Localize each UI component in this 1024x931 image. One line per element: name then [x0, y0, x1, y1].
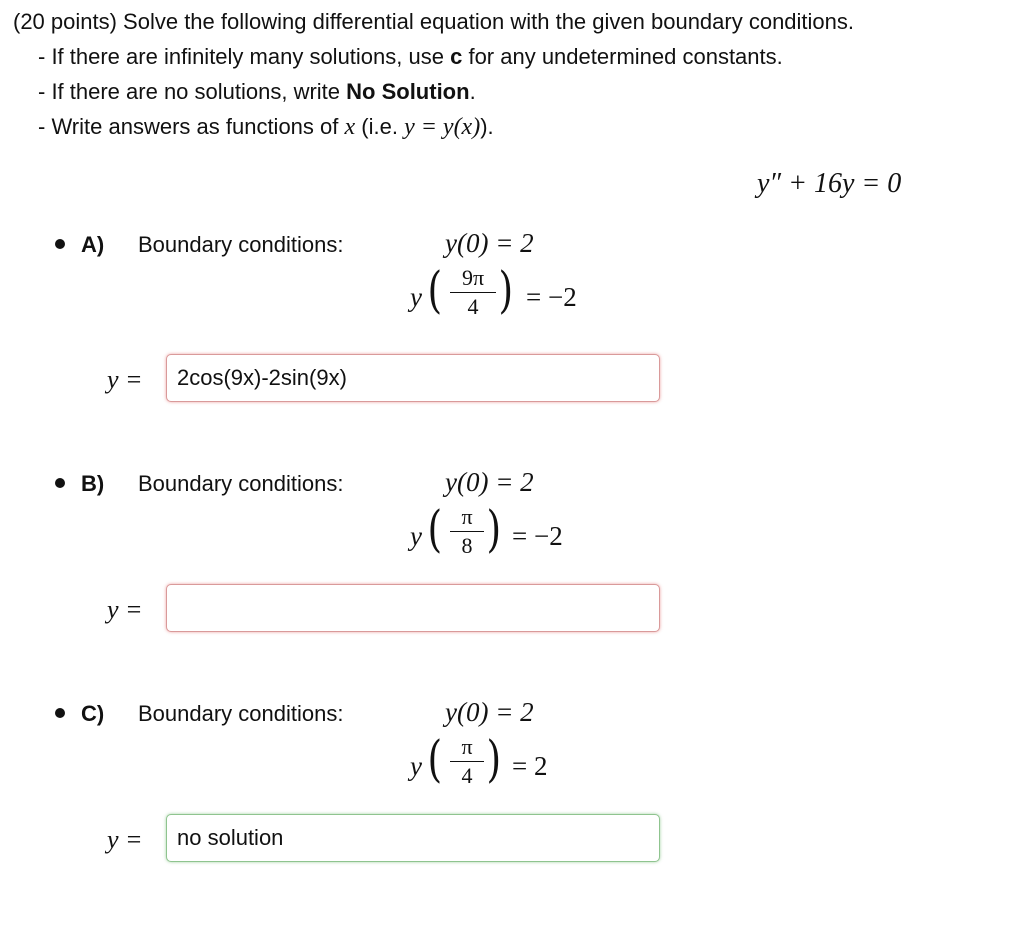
- right-paren: ): [486, 730, 502, 788]
- boundary-conditions-label: Boundary conditions:: [138, 701, 344, 726]
- differential-equation: y″ + 16y = 0: [757, 168, 902, 199]
- fraction-numerator: 9π: [450, 266, 496, 293]
- instruction-math: y = y(x): [404, 114, 481, 140]
- problem-intro: (20 points) Solve the following differential equation with the given boundary conditions.: [13, 9, 855, 34]
- condition-function: y: [410, 521, 422, 551]
- part-label: C): [81, 701, 105, 726]
- boundary-condition-1: y(0) = 2: [445, 467, 534, 497]
- condition-fraction: [450, 735, 484, 788]
- answer-input-a[interactable]: [166, 354, 660, 402]
- bullet-dot: [55, 478, 65, 488]
- boundary-condition-1: y(0) = 2: [445, 697, 534, 727]
- left-paren: (: [427, 500, 443, 558]
- instruction-text: for any undetermined constants.: [462, 44, 783, 69]
- left-paren: (: [427, 730, 443, 788]
- part-b: [0, 467, 1024, 701]
- right-paren: ): [498, 261, 514, 319]
- instruction-text: - Write answers as functions of: [38, 114, 345, 139]
- part-c: [0, 697, 1024, 931]
- fraction-denominator: 4: [461, 763, 473, 788]
- part-label: A): [81, 232, 105, 257]
- instruction-text: .: [469, 79, 476, 104]
- instruction-variable: x: [344, 114, 356, 140]
- condition-value: = 2: [512, 751, 548, 781]
- instruction-text: ).: [480, 114, 494, 139]
- answer-label: y =: [107, 595, 143, 624]
- condition-fraction: [450, 505, 484, 558]
- boundary-condition-1: y(0) = 2: [445, 228, 534, 258]
- boundary-conditions-label: Boundary conditions:: [138, 232, 344, 257]
- answer-input-b[interactable]: [166, 584, 660, 632]
- condition-function: y: [410, 282, 422, 312]
- fraction-numerator: π: [450, 735, 484, 762]
- answer-label: y =: [107, 365, 143, 394]
- instruction-text: - If there are infinitely many solutions, use: [38, 44, 451, 69]
- left-paren: (: [427, 261, 443, 319]
- part-a: [0, 228, 1024, 462]
- instruction-no-solution: [38, 78, 476, 106]
- condition-function: y: [410, 751, 422, 781]
- bullet-dot: [55, 239, 65, 249]
- answer-label: y =: [107, 825, 143, 854]
- condition-fraction: [450, 266, 496, 319]
- instruction-text: (i.e.: [355, 114, 405, 139]
- fraction-denominator: 4: [467, 294, 479, 319]
- instruction-infinite-solutions: [38, 43, 783, 71]
- condition-value: = −2: [512, 521, 563, 551]
- fraction-denominator: 8: [461, 533, 473, 558]
- boundary-conditions-label: Boundary conditions:: [138, 471, 344, 496]
- fraction-numerator: π: [450, 505, 484, 532]
- condition-value: = −2: [526, 282, 577, 312]
- answer-input-c[interactable]: [166, 814, 660, 862]
- part-label: B): [81, 471, 105, 496]
- instruction-text: - If there are no solutions, write: [38, 79, 347, 104]
- right-paren: ): [486, 500, 502, 558]
- instruction-answer-format: [38, 113, 494, 141]
- instruction-constant: c: [450, 44, 463, 69]
- bullet-dot: [55, 708, 65, 718]
- instruction-no-solution-keyword: No Solution: [346, 79, 470, 104]
